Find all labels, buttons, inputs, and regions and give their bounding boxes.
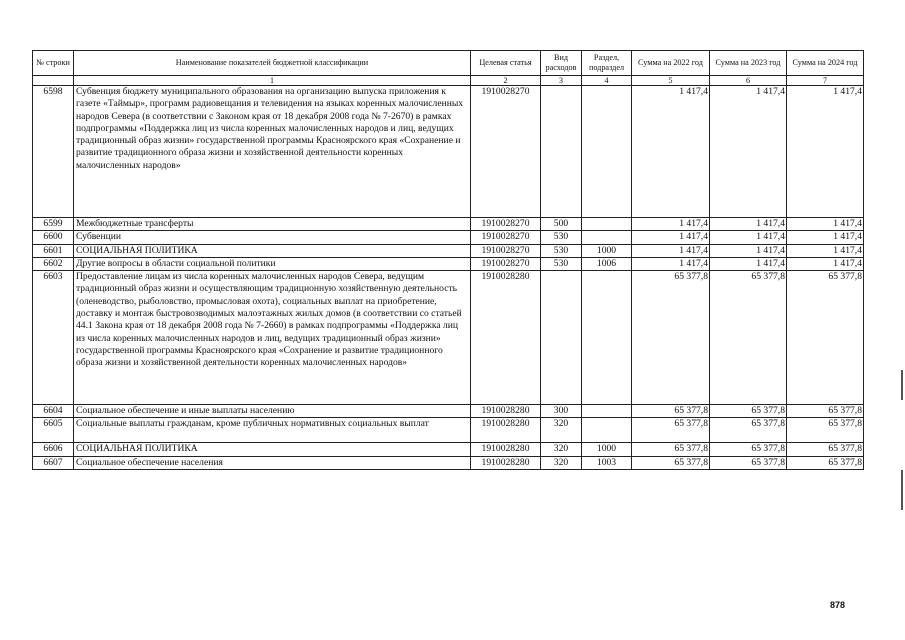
row-vid: 320 (541, 456, 582, 469)
row-razd (582, 218, 632, 231)
row-sum-2022: 65 377,8 (632, 271, 710, 405)
header-code: Целевая статья (471, 51, 541, 76)
row-sum-2022: 65 377,8 (632, 418, 710, 443)
header-sum-2023: Сумма на 2023 год (710, 51, 787, 76)
row-name: Межбюджетные трансферты (74, 218, 471, 231)
row-vid: 320 (541, 418, 582, 443)
header-sum-2024: Сумма на 2024 год (787, 51, 864, 76)
row-razd (582, 418, 632, 443)
scan-edge-mark (901, 370, 903, 400)
row-sum-2024: 65 377,8 (787, 418, 864, 443)
column-number: 1 (74, 76, 471, 86)
row-sum-2022: 65 377,8 (632, 405, 710, 418)
row-code: 1910028270 (471, 218, 541, 231)
row-vid: 530 (541, 231, 582, 244)
row-name: Социальные выплаты гражданам, кроме публичных нормативных социальных выплат (74, 418, 471, 443)
row-code: 1910028280 (471, 271, 541, 405)
row-sum-2022: 1 417,4 (632, 86, 710, 218)
row-sum-2024: 65 377,8 (787, 405, 864, 418)
table-row (33, 405, 864, 418)
row-sum-2024: 1 417,4 (787, 231, 864, 244)
row-sum-2023: 65 377,8 (710, 456, 787, 469)
row-vid: 530 (541, 244, 582, 257)
row-sum-2023: 1 417,4 (710, 218, 787, 231)
row-sum-2022: 1 417,4 (632, 257, 710, 270)
row-vid: 320 (541, 443, 582, 456)
row-name: Субвенции (74, 231, 471, 244)
row-number: 6602 (33, 257, 74, 270)
column-number: 3 (541, 76, 582, 86)
row-sum-2024: 65 377,8 (787, 456, 864, 469)
row-name: Предоставление лицам из числа коренных малочисленных народов Севера, ведущим традиционный образ жизни и осуществляющим традиционную хозяйственную деятельность (оленеводство, рыболовство, промысловая охота), социальных выплат на приобретение, доставку и монтаж быстровозводимых малоэтажных жилых домов (в соответствии со статьей 44.1 Закона края от 18 декабря 2008 года № 7-2660) в рамках подпрограммы «Поддержка лиц из числа коренных малочисленных народов и лиц, ведущих традиционный образ жизни» государственной программы Красноярского края «Сохранение и развитие традиционного образа жизни и хозяйственной деятельности коренных малочисленных народов» (74, 271, 471, 405)
column-number: 5 (632, 76, 710, 86)
page-number: 878 (829, 600, 845, 610)
row-sum-2023: 1 417,4 (710, 231, 787, 244)
row-number: 6598 (33, 86, 74, 218)
table-body (33, 86, 864, 470)
row-sum-2024: 1 417,4 (787, 257, 864, 270)
row-number: 6607 (33, 456, 74, 469)
row-sum-2023: 65 377,8 (710, 405, 787, 418)
row-name: Другие вопросы в области социальной политики (74, 257, 471, 270)
header-name: Наименование показателей бюджетной классификации (74, 51, 471, 76)
table-row (33, 456, 864, 469)
row-sum-2023: 1 417,4 (710, 244, 787, 257)
row-vid: 300 (541, 405, 582, 418)
table-row (33, 218, 864, 231)
table-row (33, 443, 864, 456)
column-number-blank (33, 76, 74, 86)
header-row-no: № строки (33, 51, 74, 76)
row-name: СОЦИАЛЬНАЯ ПОЛИТИКА (74, 443, 471, 456)
column-number: 7 (787, 76, 864, 86)
row-sum-2022: 65 377,8 (632, 443, 710, 456)
row-vid (541, 271, 582, 405)
scan-edge-mark (901, 470, 903, 510)
row-number: 6601 (33, 244, 74, 257)
row-sum-2024: 1 417,4 (787, 86, 864, 218)
row-razd (582, 86, 632, 218)
table-row (33, 231, 864, 244)
row-sum-2023: 65 377,8 (710, 443, 787, 456)
header-razd: Раздел, подраздел (582, 51, 632, 76)
row-name: Социальное обеспечение населения (74, 456, 471, 469)
row-razd (582, 231, 632, 244)
row-sum-2024: 65 377,8 (787, 443, 864, 456)
row-code: 1910028280 (471, 456, 541, 469)
row-razd (582, 405, 632, 418)
header-sum-2022: Сумма на 2022 год (632, 51, 710, 76)
row-number: 6600 (33, 231, 74, 244)
row-sum-2022: 1 417,4 (632, 244, 710, 257)
row-code: 1910028270 (471, 231, 541, 244)
column-number: 4 (582, 76, 632, 86)
row-sum-2024: 1 417,4 (787, 218, 864, 231)
table-row (33, 244, 864, 257)
row-number: 6604 (33, 405, 74, 418)
row-sum-2022: 1 417,4 (632, 218, 710, 231)
row-name: Субвенция бюджету муниципального образования на организацию выпуска приложения к газете «Таймыр», программ радиовещания и телевидения на языках коренных малочисленных народов Севера (в соответствии с Законом края от 18 декабря 2008 года № 7-2670) в рамках подпрограммы «Поддержка лиц из числа коренных малочисленных народов и лиц, ведущих традиционный образ жизни» государственной программы Красноярского края «Сохранение и развитие традиционного образа жизни и хозяйственной деятельности коренных малочисленных народов» (74, 86, 471, 218)
row-name: Социальное обеспечение и иные выплаты населению (74, 405, 471, 418)
row-razd: 1000 (582, 244, 632, 257)
row-number: 6605 (33, 418, 74, 443)
row-code: 1910028270 (471, 86, 541, 218)
row-number: 6603 (33, 271, 74, 405)
header-vid: Вид расходов (541, 51, 582, 76)
row-sum-2024: 1 417,4 (787, 244, 864, 257)
row-sum-2023: 1 417,4 (710, 257, 787, 270)
row-sum-2023: 65 377,8 (710, 418, 787, 443)
row-razd (582, 271, 632, 405)
row-sum-2022: 1 417,4 (632, 231, 710, 244)
row-name: СОЦИАЛЬНАЯ ПОЛИТИКА (74, 244, 471, 257)
row-razd: 1006 (582, 257, 632, 270)
row-vid (541, 86, 582, 218)
row-razd: 1000 (582, 443, 632, 456)
table-row (33, 86, 864, 218)
row-sum-2023: 65 377,8 (710, 271, 787, 405)
column-number-row (33, 76, 864, 86)
row-sum-2024: 65 377,8 (787, 271, 864, 405)
row-sum-2023: 1 417,4 (710, 86, 787, 218)
budget-table (32, 50, 864, 470)
row-code: 1910028280 (471, 443, 541, 456)
column-number: 2 (471, 76, 541, 86)
row-razd: 1003 (582, 456, 632, 469)
table-header (33, 51, 864, 86)
row-vid: 500 (541, 218, 582, 231)
row-number: 6599 (33, 218, 74, 231)
table-row (33, 257, 864, 270)
row-sum-2022: 65 377,8 (632, 456, 710, 469)
row-vid: 530 (541, 257, 582, 270)
row-code: 1910028270 (471, 257, 541, 270)
table-row (33, 418, 864, 443)
row-code: 1910028280 (471, 405, 541, 418)
row-code: 1910028270 (471, 244, 541, 257)
row-code: 1910028280 (471, 418, 541, 443)
table-row (33, 271, 864, 405)
column-number: 6 (710, 76, 787, 86)
row-number: 6606 (33, 443, 74, 456)
